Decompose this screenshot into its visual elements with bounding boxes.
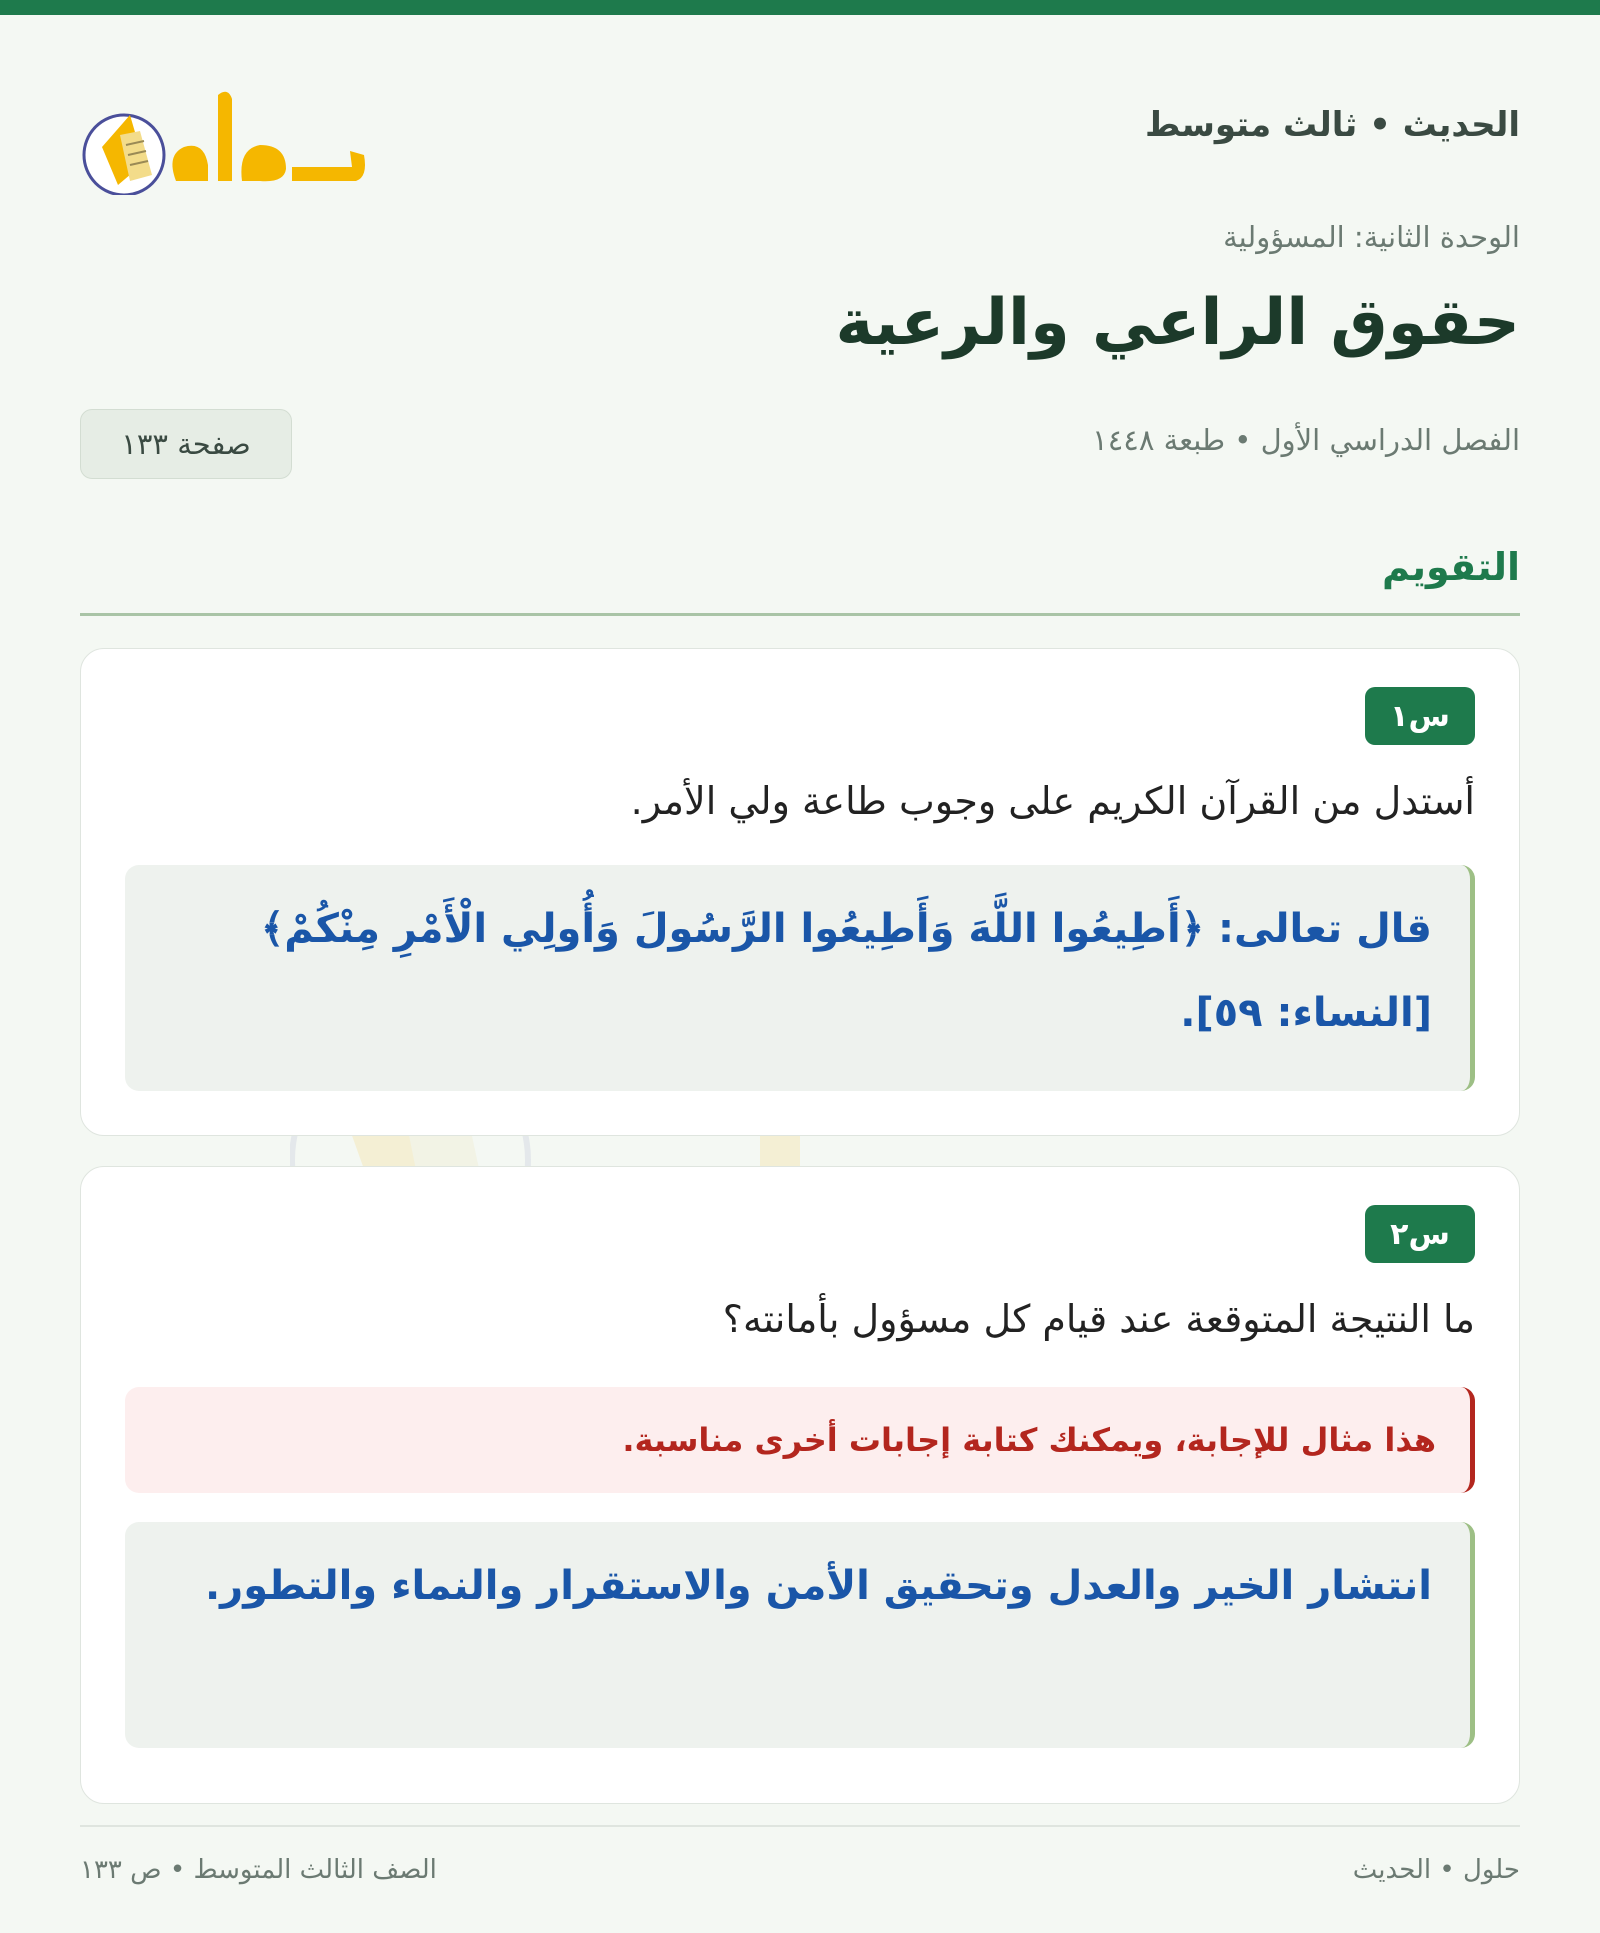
question-number-badge: س٢ bbox=[1365, 1205, 1475, 1263]
answer-box: قال تعالى: ﴿أَطِيعُوا اللَّهَ وَأَطِيعُوا الرَّسُولَ وَأُولِي الْأَمْرِ مِنْكُمْ﴾ [النساء: ٥٩]. bbox=[125, 865, 1475, 1091]
logo-emblem-icon bbox=[84, 115, 164, 195]
hulul-logo[interactable] bbox=[80, 65, 370, 195]
page-header bbox=[80, 65, 1520, 185]
question-text: ما النتيجة المتوقعة عند قيام كل مسؤول بأمانته؟ bbox=[722, 1297, 1475, 1341]
unit-label: الوحدة الثانية: المسؤولية bbox=[1223, 220, 1520, 254]
subject-grade: الحديث • ثالث متوسط bbox=[1145, 105, 1520, 145]
logo-wordmark bbox=[172, 92, 365, 181]
example-answer-note: هذا مثال للإجابة، ويمكنك كتابة إجابات أخرى مناسبة. bbox=[125, 1387, 1475, 1493]
top-accent-bar bbox=[0, 0, 1600, 15]
question-number-badge: س١ bbox=[1365, 687, 1475, 745]
lesson-meta: الفصل الدراسي الأول • طبعة ١٤٤٨ bbox=[1092, 423, 1520, 457]
section-divider bbox=[80, 613, 1520, 616]
footer-divider bbox=[80, 1825, 1520, 1827]
footer-brand-subject: حلول • الحديث bbox=[1352, 1855, 1520, 1885]
footer-grade-page: الصف الثالث المتوسط • ص ١٣٣ bbox=[80, 1855, 437, 1885]
lesson-title: حقوق الراعي والرعية bbox=[835, 286, 1520, 360]
question-card bbox=[80, 648, 1520, 1136]
page bbox=[80, 15, 1520, 1933]
page-number-badge: صفحة ١٣٣ bbox=[80, 409, 292, 479]
question-card bbox=[80, 1166, 1520, 1804]
section-title: التقويم bbox=[1381, 545, 1520, 589]
answer-box: انتشار الخير والعدل وتحقيق الأمن والاستقرار والنماء والتطور. bbox=[125, 1522, 1475, 1748]
question-text: أستدل من القرآن الكريم على وجوب طاعة ولي الأمر. bbox=[630, 779, 1475, 823]
